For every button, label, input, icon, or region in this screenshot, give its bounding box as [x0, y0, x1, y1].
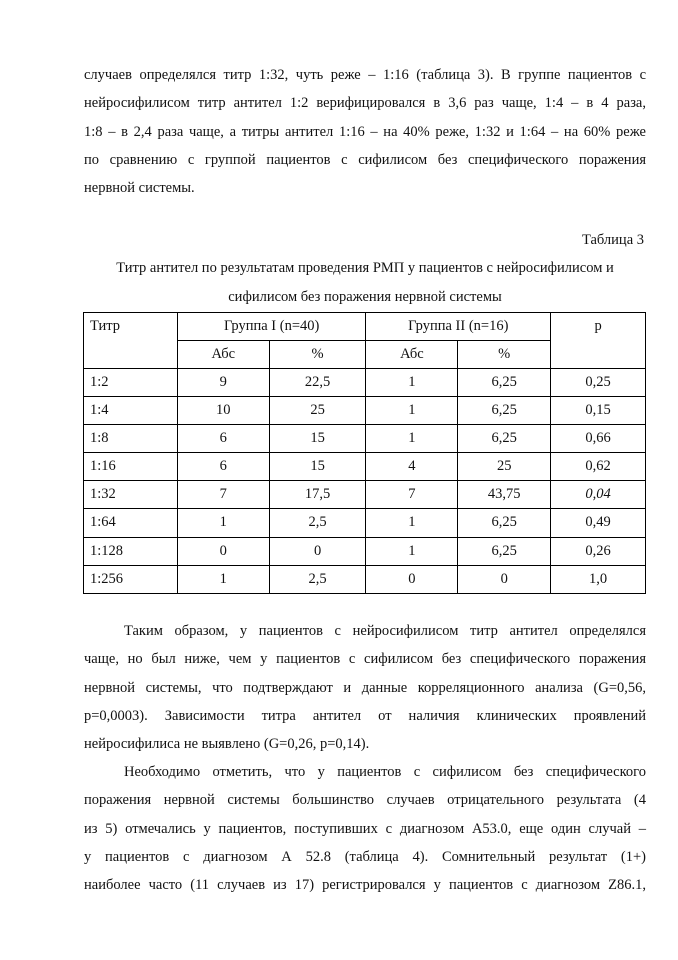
text-line: чаще, но был ниже, чем у пациентов с сифилисом без специфического поражения [84, 651, 646, 668]
table-row [84, 481, 646, 509]
cell-g1-abs: 0 [177, 537, 269, 565]
table-row [84, 425, 646, 453]
table-row [84, 397, 646, 425]
cell-g1-abs: 7 [177, 481, 269, 509]
text-line: Необходимо отметить, что у пациентов с сифилисом без специфического [124, 764, 646, 780]
text-line: нервной системы, что подтверждают и данные корреляционного анализа (G=0,56, [84, 679, 646, 696]
table-header-row [84, 313, 646, 341]
table-row [84, 453, 646, 481]
cell-g1-pct: 25 [269, 397, 366, 425]
text-line: у пациентов с диагнозом А 52.8 (таблица 4). Сомнительный результат (1+) [84, 848, 646, 865]
cell-p: 0,15 [551, 397, 646, 425]
cell-g2-abs: 1 [366, 369, 458, 397]
cell-g2-abs: 0 [366, 565, 458, 593]
text-line: нервной системы. [84, 180, 195, 197]
cell-p: 0,04 [551, 481, 646, 509]
cell-g2-pct: 6,25 [458, 509, 551, 537]
table-row [84, 537, 646, 565]
cell-g2-abs: 1 [366, 397, 458, 425]
titer-table [83, 312, 646, 594]
table-caption [84, 254, 646, 311]
text-line: по сравнению с группой пациентов с сифилисом без специфического поражения [84, 151, 646, 168]
text-line: 1:8 – в 2,4 раза чаще, а титры антител 1:16 – на 40% реже, 1:32 и 1:64 – на 60% реже [84, 123, 646, 140]
cell-titr: 1:128 [84, 537, 178, 565]
caption-line: Титр антител по результатам проведения РМП у пациентов с нейросифилисом и [116, 260, 614, 276]
cell-titr: 1:4 [84, 397, 178, 425]
cell-g2-pct: 25 [458, 453, 551, 481]
cell-g1-abs: 9 [177, 369, 269, 397]
cell-g2-abs: 1 [366, 537, 458, 565]
table-row [84, 509, 646, 537]
text-line: поражения нервной системы большинство случаев отрицательного результата (4 [84, 792, 646, 809]
cell-g2-pct: 6,25 [458, 369, 551, 397]
cell-g1-abs: 10 [177, 397, 269, 425]
cell-g1-abs: 1 [177, 509, 269, 537]
cell-p: 0,26 [551, 537, 646, 565]
cell-p: 0,66 [551, 425, 646, 453]
cell-g2-pct: 6,25 [458, 537, 551, 565]
cell-g2-pct: 43,75 [458, 481, 551, 509]
cell-titr: 1:64 [84, 509, 178, 537]
cell-g1-abs: 6 [177, 453, 269, 481]
caption-line: сифилисом без поражения нервной системы [228, 288, 502, 305]
header-g2-pct: % [458, 341, 551, 369]
cell-p: 0,62 [551, 453, 646, 481]
cell-g2-abs: 1 [366, 509, 458, 537]
header-g2-abs: Абс [366, 341, 458, 369]
cell-g1-pct: 22,5 [269, 369, 366, 397]
table-row [84, 369, 646, 397]
cell-titr: 1:2 [84, 369, 178, 397]
cell-titr: 1:16 [84, 453, 178, 481]
text-line: наиболее часто (11 случаев из 17) регистрировался у пациентов с диагнозом Z86.1, [84, 877, 646, 894]
text-line: из 5) отмечались у пациентов, поступивших с диагнозом А53.0, еще один случай – [84, 820, 646, 837]
table-number: Таблица 3 [581, 232, 644, 248]
text-line: p=0,0003). Зависимости титра антител от наличия клинических проявлений [84, 707, 646, 724]
cell-p: 0,25 [551, 369, 646, 397]
cell-g1-abs: 6 [177, 425, 269, 453]
cell-titr: 1:32 [84, 481, 178, 509]
cell-g1-pct: 0 [269, 537, 366, 565]
cell-g2-pct: 6,25 [458, 425, 551, 453]
cell-g2-abs: 7 [366, 481, 458, 509]
text-line: нейросифилисом титр антител 1:2 верифицировался в 3,6 раз чаще, 1:4 – в 4 раза, [84, 95, 646, 112]
cell-titr: 1:256 [84, 565, 178, 593]
header-titr: Титр [84, 313, 178, 369]
header-p: р [551, 313, 646, 369]
cell-g1-pct: 2,5 [269, 565, 366, 593]
text-line: нейросифилиса не выявлено (G=0,26, p=0,14). [84, 736, 370, 753]
table-body [84, 369, 646, 594]
cell-g2-pct: 6,25 [458, 397, 551, 425]
paragraph-conclusion [84, 617, 646, 758]
cell-g1-pct: 2,5 [269, 509, 366, 537]
text-line: Таким образом, у пациентов с нейросифилисом титр антител определялся [124, 623, 646, 639]
table-row [84, 565, 646, 593]
cell-p: 0,49 [551, 509, 646, 537]
cell-g2-abs: 1 [366, 425, 458, 453]
header-g1-abs: Абс [177, 341, 269, 369]
paragraph-intro [84, 61, 646, 202]
paragraph-note [84, 758, 646, 899]
cell-g1-pct: 15 [269, 453, 366, 481]
cell-titr: 1:8 [84, 425, 178, 453]
header-group2: Группа II (n=16) [366, 313, 551, 341]
cell-g1-abs: 1 [177, 565, 269, 593]
cell-g2-pct: 0 [458, 565, 551, 593]
cell-g2-abs: 4 [366, 453, 458, 481]
text-line: случаев определялся титр 1:32, чуть реже – 1:16 (таблица 3). В группе пациентов с [84, 67, 646, 83]
header-g1-pct: % [269, 341, 366, 369]
cell-g1-pct: 17,5 [269, 481, 366, 509]
header-group1: Группа I (n=40) [177, 313, 366, 341]
cell-p: 1,0 [551, 565, 646, 593]
cell-g1-pct: 15 [269, 425, 366, 453]
